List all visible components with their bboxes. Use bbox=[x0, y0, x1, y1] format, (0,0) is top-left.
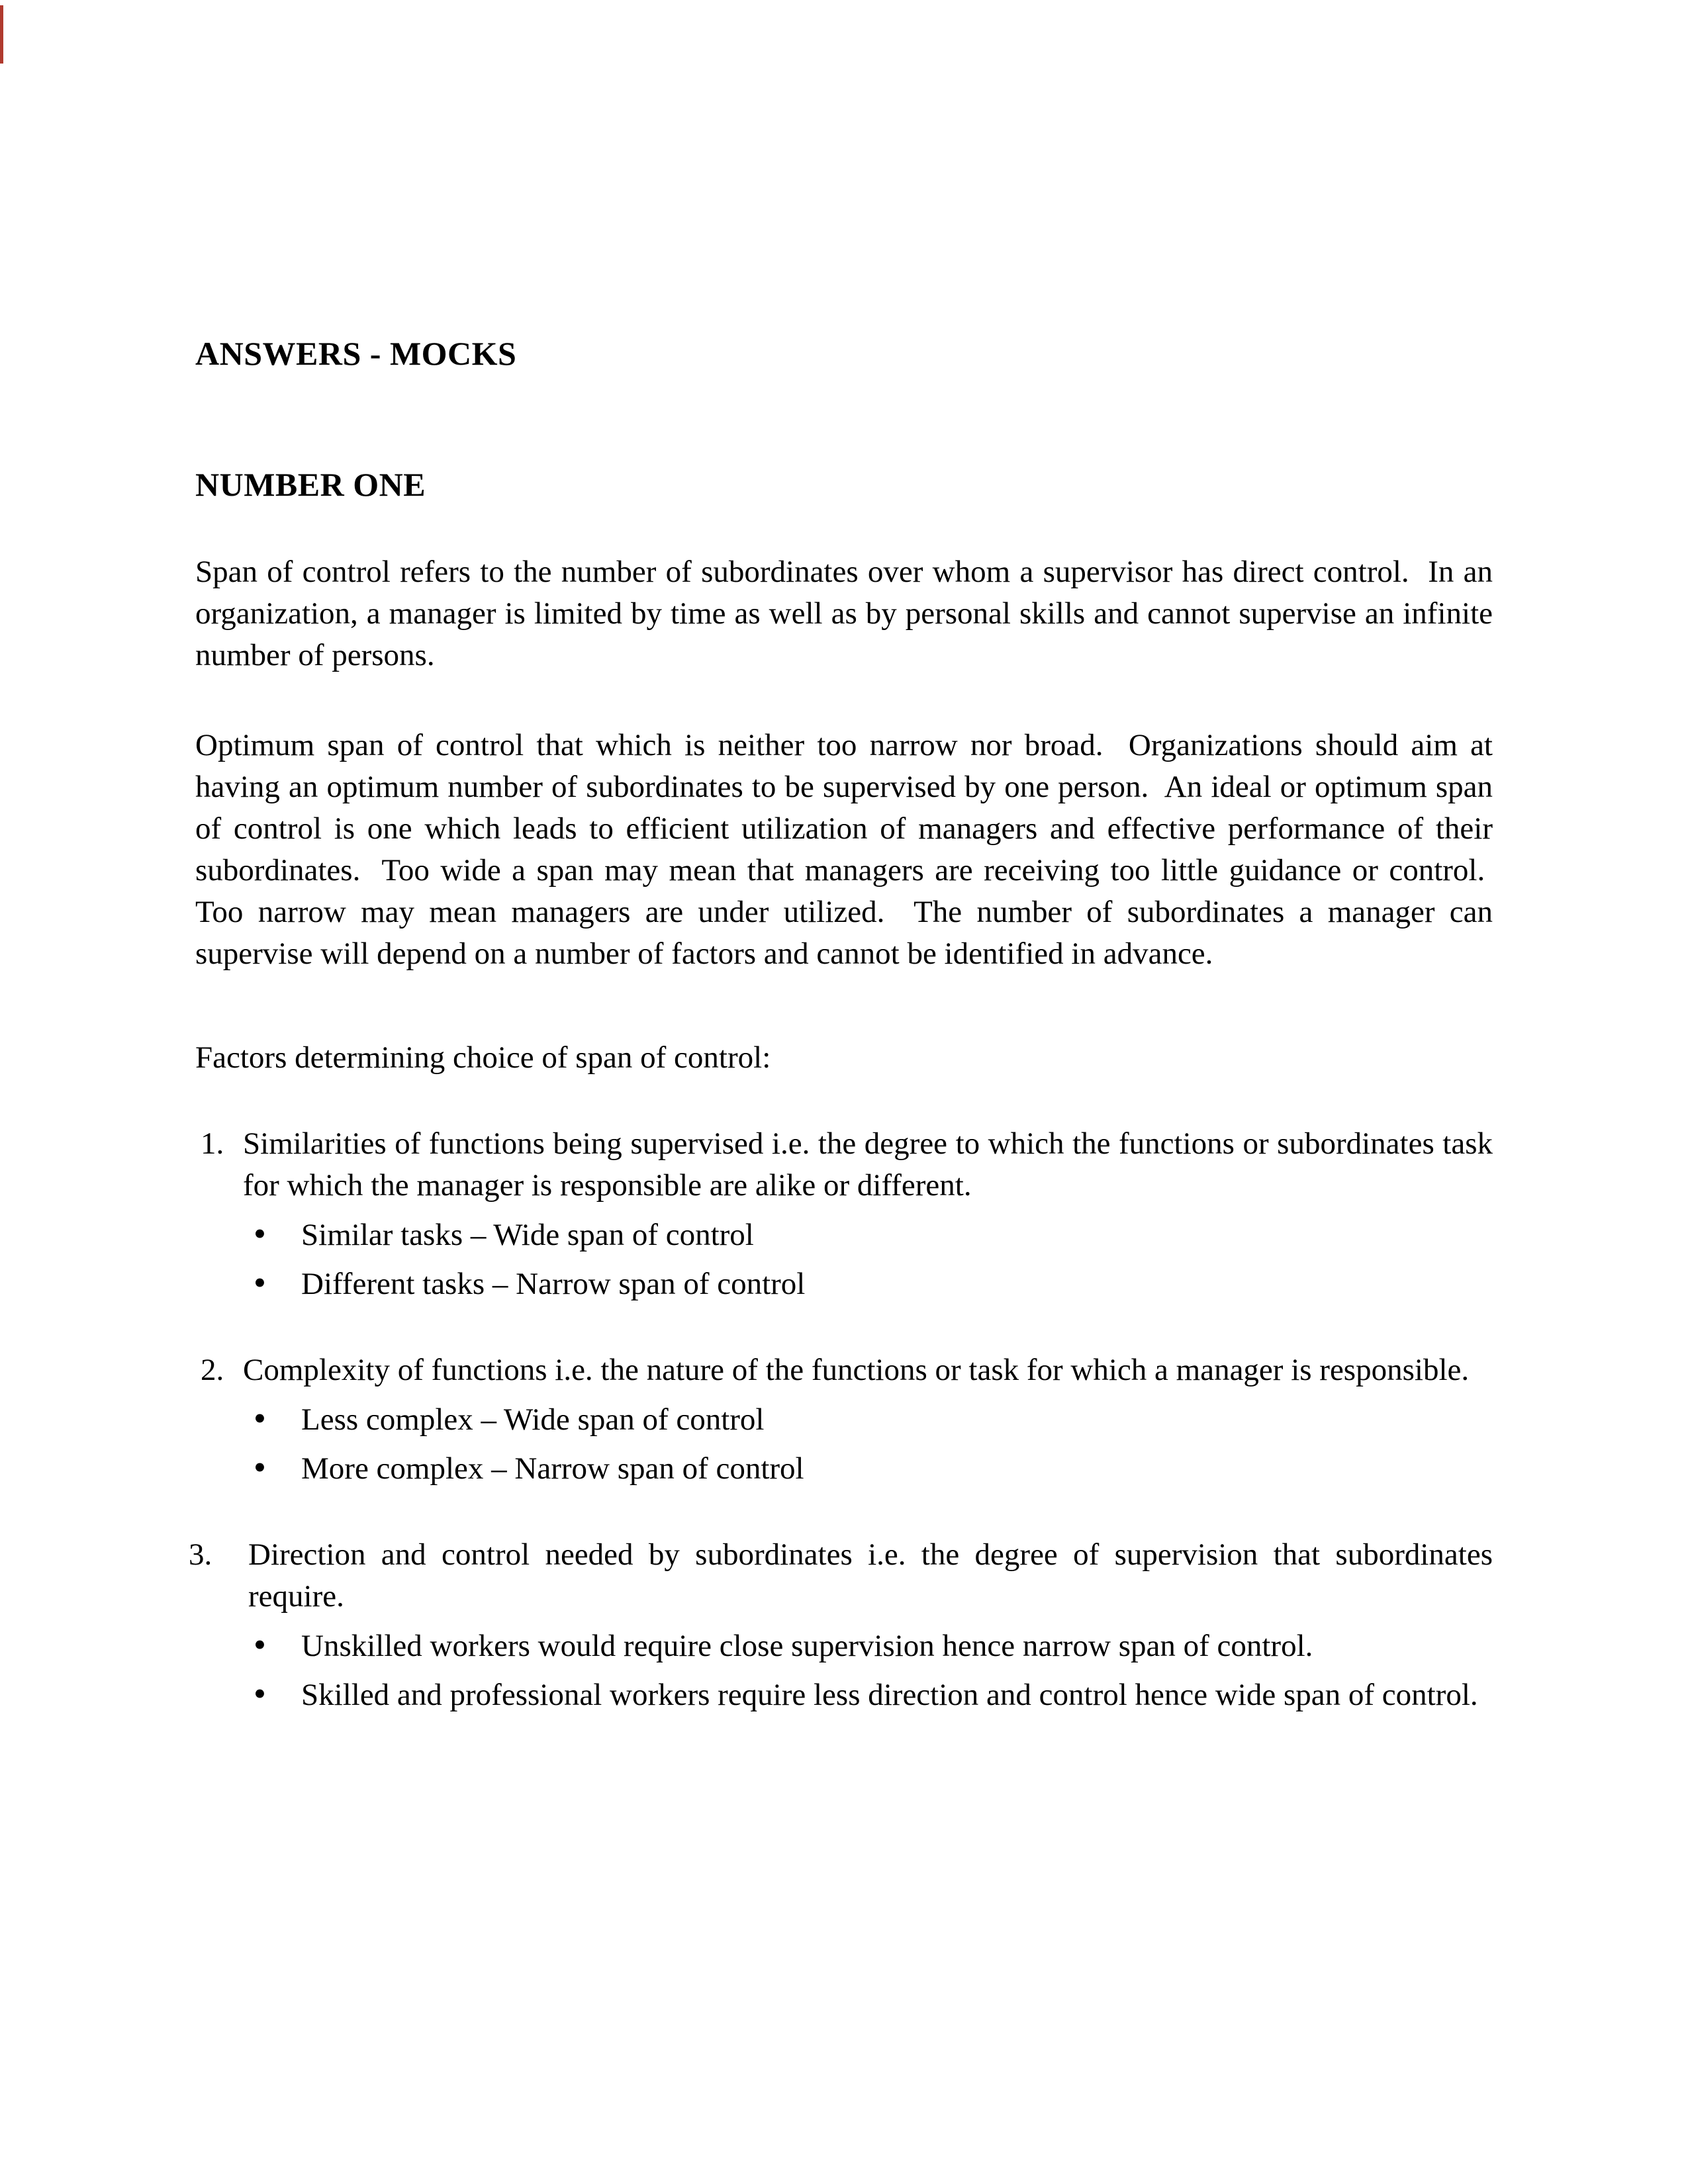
bullet-icon: • bbox=[254, 1263, 266, 1302]
item-3-text: Direction and control needed by subordinates i.e. the degree of supervision that subordinates require. bbox=[248, 1537, 1493, 1614]
bullet-text: Less complex – Wide span of control bbox=[301, 1402, 765, 1437]
item-2-text: Complexity of functions i.e. the nature of the functions or task for which a manager is responsible. bbox=[243, 1353, 1470, 1387]
numbered-item-1 bbox=[195, 1123, 1493, 1305]
item-2-number: 2. bbox=[201, 1353, 224, 1387]
bullet-icon: • bbox=[254, 1625, 266, 1664]
paragraph-optimum-span: Optimum span of control that which is neither too narrow nor broad. Organizations should aim at having an optimum number of subordinates to be supervised by one person. An ideal or optimum span of control is one which leads to efficient utilization of managers and effective performance of their subordinates. Too wide a span may mean that managers are receiving too little guidance or control. Too narrow may mean managers are under utilized. The number of subordinates a manager can supervise will depend on a number of factors and cannot be identified in advance. bbox=[195, 728, 1493, 971]
red-scan-artifact-line bbox=[0, 5, 3, 64]
bullet-text: More complex – Narrow span of control bbox=[301, 1451, 804, 1486]
numbered-item-2 bbox=[195, 1349, 1493, 1490]
bullet-text: Different tasks – Narrow span of control bbox=[301, 1267, 806, 1301]
bullet-unskilled-workers bbox=[248, 1625, 1493, 1667]
bullet-icon: • bbox=[254, 1214, 266, 1253]
bullet-text: Unskilled workers would require close supervision hence narrow span of control. bbox=[301, 1629, 1313, 1663]
bullet-skilled-workers bbox=[248, 1674, 1493, 1716]
item-3-number: 3. bbox=[189, 1537, 212, 1572]
bullet-icon: • bbox=[254, 1398, 266, 1438]
bullet-icon: • bbox=[254, 1447, 266, 1487]
paragraph-factors-intro: Factors determining choice of span of control: bbox=[195, 1040, 771, 1075]
bullet-different-tasks bbox=[243, 1263, 1493, 1305]
bullet-text: Similar tasks – Wide span of control bbox=[301, 1218, 754, 1252]
numbered-item-3 bbox=[189, 1534, 1493, 1716]
item-1-bullet-list bbox=[243, 1214, 1493, 1305]
item-1-text: Similarities of functions being supervised i.e. the degree to which the functions or subordinates task for which the manager is responsible are alike or different. bbox=[243, 1126, 1493, 1203]
page-content bbox=[189, 0, 1493, 1716]
bullet-similar-tasks bbox=[243, 1214, 1493, 1256]
item-3-bullet-list bbox=[248, 1625, 1493, 1716]
item-2-bullet-list bbox=[243, 1399, 1493, 1490]
bullet-text: Skilled and professional workers require less direction and control hence wide span of control. bbox=[301, 1678, 1478, 1712]
bullet-more-complex bbox=[243, 1448, 1493, 1490]
bullet-icon: • bbox=[254, 1674, 266, 1713]
document-title: ANSWERS - MOCKS bbox=[195, 335, 517, 372]
item-1-number: 1. bbox=[201, 1126, 224, 1161]
paragraph-span-definition: Span of control refers to the number of subordinates over whom a supervisor has direct control. In an organization, a manager is limited by time as well as by personal skills and cannot supervise an infinite number of persons. bbox=[195, 555, 1493, 672]
section-heading: NUMBER ONE bbox=[195, 466, 426, 503]
bullet-less-complex bbox=[243, 1399, 1493, 1441]
